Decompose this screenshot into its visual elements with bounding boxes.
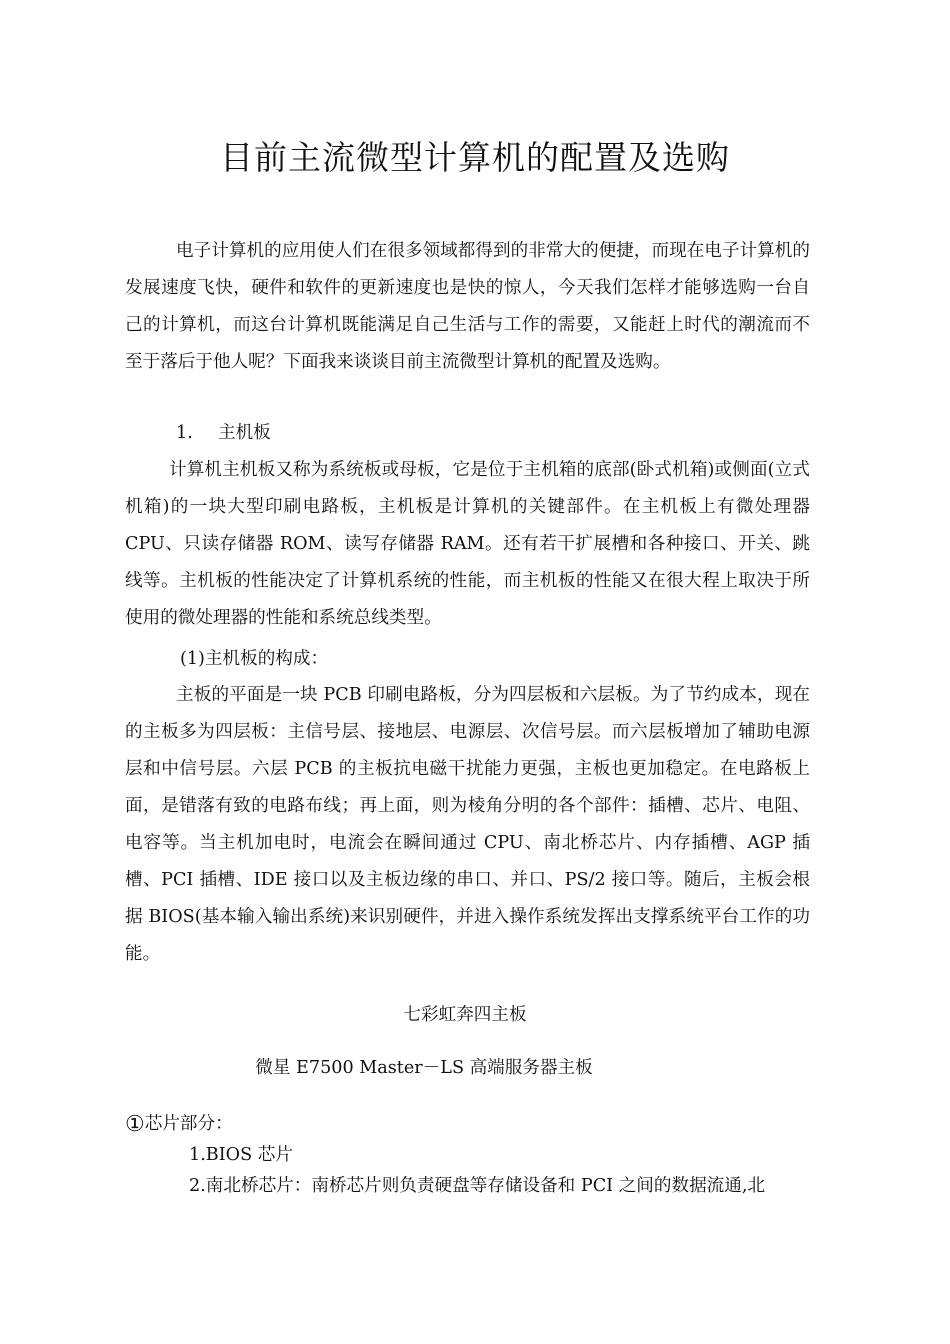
composition-paragraph: 主板的平面是一块 PCB 印刷电路板，分为四层板和六层板。为了节约成本，现在的主板多为四层板：主信号层、接地层、电源层、次信号层。而六层板增加了辅助电源层和中信号层。六层 PCB 的主板抗电磁干扰能力更强，主板也更加稳定。在电路板上面，是错落有致的电路布线；再上面，则为棱角分明的各个部件：插槽、芯片、电阻、电容等。当主机加电时，电流会在瞬间通过 CPU、南北桥芯片、内存插槽、AGP 插槽、PCI 插槽、IDE 接口以及主板边缘的串口、并口、PS/2 接口等。随后，主板会根据 BIOS(基本输入输出系统)来识别硬件，并进入操作系统发挥出支撑系统平台工作的功能。	[125, 685, 810, 964]
chip-section-heading	[125, 1109, 233, 1140]
image-caption-colorful: 七彩虹奔四主板	[403, 1005, 527, 1025]
circled-number-one: ①	[125, 1112, 145, 1137]
image-caption-msi: 微星 E7500 Master－LS 高端服务器主板	[255, 1058, 593, 1078]
list-item-bios: 1.BIOS 芯片	[189, 1145, 293, 1165]
page-title: 目前主流微型计算机的配置及选购	[220, 138, 730, 177]
motherboard-paragraph: 计算机主机板又称为系统板或母板，它是位于主机箱的底部(卧式机箱)或侧面(立式机箱)的一块大型印刷电路板，主机板是计算机的关键部件。在主机板上有微处理器 CPU、只读存储器 ROM、读写存储器 RAM。还有若干扩展槽和各种接口、开关、跳线等。主机板的性能决定了计算机系统的性能，而主机板的性能又在很大程上取决于所使用的微处理器的性能和系统总线类型。	[125, 460, 810, 628]
list-item-bridge-chips: 2.南北桥芯片：南桥芯片则负责硬盘等存储设备和 PCI 之间的数据流通,北	[189, 1176, 766, 1196]
sub-heading: (1)主机板的构成：	[180, 649, 329, 669]
section-heading-text: 主机板	[217, 423, 271, 443]
intro-paragraph: 电子计算机的应用使人们在很多领域都得到的非常大的便捷，而现在电子计算机的发展速度飞快，硬件和软件的更新速度也是快的惊人，今天我们怎样才能够选购一台自己的计算机，而这台计算机既能满足自己生活与工作的需要，又能赶上时代的潮流而不至于落后于他人呢？下面我来谈谈目前主流微型计算机的配置及选购。	[125, 241, 810, 372]
section-number: 1.	[176, 423, 193, 443]
chip-section-heading-text: 芯片部分：	[144, 1114, 233, 1134]
section-heading	[176, 418, 271, 448]
